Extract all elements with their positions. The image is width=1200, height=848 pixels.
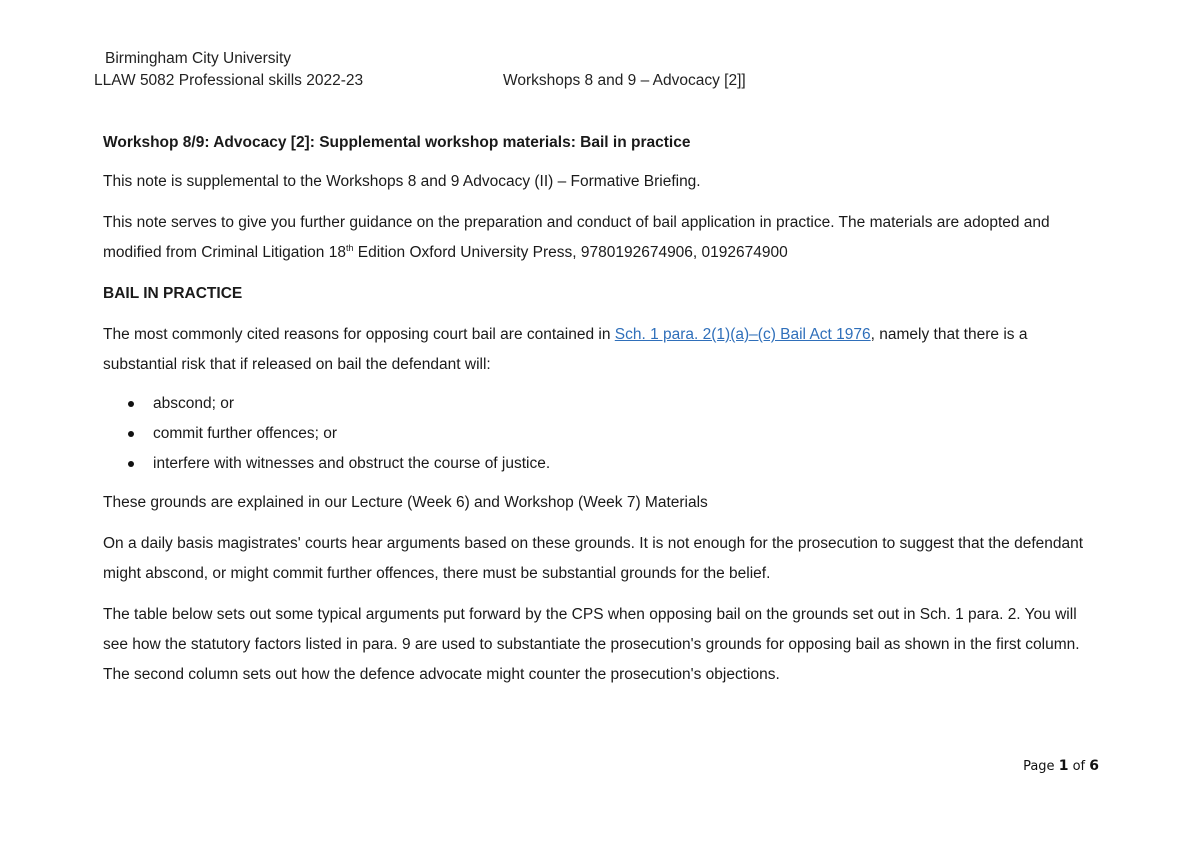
page-number: 1 (1058, 758, 1069, 774)
header-module: LLAW 5082 Professional skills 2022-23 (94, 72, 364, 89)
section-heading: BAIL IN PRACTICE (103, 285, 243, 302)
paragraph-guidance (103, 208, 1103, 268)
list-item-text: abscond; or (153, 395, 234, 412)
page-footer (1023, 758, 1099, 774)
bullet-icon (128, 401, 134, 407)
paragraph-magistrates: On a daily basis magistrates' courts hear arguments based on these grounds. It is not enough for the prosecution to suggest that the defendant might abscond, or might commit further offences, there must be substantial grounds for the belief. (103, 535, 1084, 582)
paragraph-reasons-intro: The most commonly cited reasons for opposing court bail are contained in (103, 326, 615, 343)
page-label: Page (1023, 759, 1055, 774)
paragraph-guidance-text: This note serves to give you further guidance on the preparation and conduct of bail application in practice. The materials are adopted and modified from Criminal Litigation 18 (103, 214, 1050, 261)
paragraph-guidance-source: Edition Oxford University Press, 9780192674906, 0192674900 (353, 244, 788, 261)
document-title: Workshop 8/9: Advocacy [2]: Supplemental workshop materials: Bail in practice (103, 134, 691, 151)
paragraph-table-intro: The table below sets out some typical arguments put forward by the CPS when opposing bail on the grounds set out in Sch. 1 para. 2. You will see how the statutory factors listed in para. 9 are used to substantiate the prosecution's grounds for opposing bail as shown in the first column. The second column sets out how the defence advocate might counter the prosecution's objections. (103, 606, 1080, 683)
header-workshop: Workshops 8 and 9 – Advocacy [2]] (503, 72, 746, 89)
list-item (103, 449, 1103, 479)
paragraph-reasons-rest: , namely that there is a substantial risk that if released on bail the defendant will: (103, 326, 1028, 373)
paragraph-grounds-explained: These grounds are explained in our Lecture (Week 6) and Workshop (Week 7) Materials (103, 494, 708, 511)
total-pages: 6 (1089, 758, 1099, 774)
paragraph-supplemental-note: This note is supplemental to the Workshops 8 and 9 Advocacy (II) – Formative Briefing. (103, 173, 701, 190)
of-label: of (1072, 759, 1086, 774)
bullet-icon (128, 431, 134, 437)
document-body (103, 128, 1103, 701)
edition-superscript: th (345, 242, 354, 253)
list-item (103, 419, 1103, 449)
reasons-list (103, 389, 1103, 479)
bail-act-link[interactable]: Sch. 1 para. 2(1)(a)–(c) Bail Act 1976 (614, 326, 871, 343)
bullet-icon (128, 461, 134, 467)
list-item (103, 389, 1103, 419)
paragraph-reasons (103, 320, 1103, 380)
list-item-text: interfere with witnesses and obstruct the course of justice. (153, 455, 551, 472)
list-item-text: commit further offences; or (153, 425, 338, 442)
header-university: Birmingham City University (105, 50, 292, 67)
